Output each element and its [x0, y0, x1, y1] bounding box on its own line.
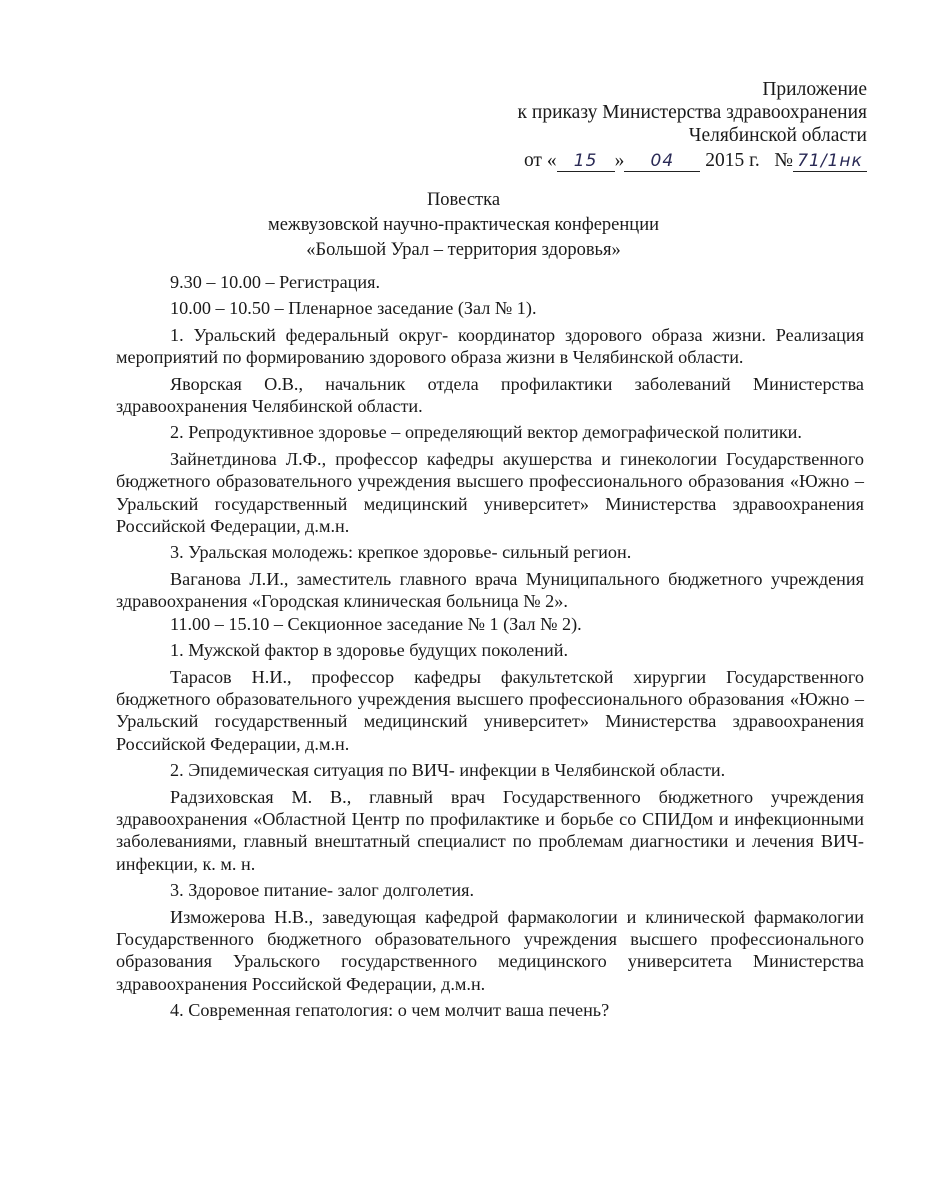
order-date-line — [518, 149, 867, 172]
handwritten-month: 04 — [650, 151, 675, 171]
appendix-order-ref: к приказу Министерства здравоохранения — [517, 102, 867, 123]
appendix-region: Челябинской области — [688, 125, 867, 146]
month-blank — [624, 151, 700, 172]
order-year: 2015 г. — [705, 150, 760, 171]
speaker-info: Зайнетдинова Л.Ф., профессор кафедры акушерства и гинекологии Государственного бюджетного образовательного учреждения высшего профессионального образования «Южно – Уральский государственный медицинский университет» Министерства здравоохранения Российской Федерации, д.м.н. — [116, 448, 864, 537]
talk-topic: 2. Репродуктивное здоровье – определяющий вектор демографической политики. — [170, 422, 802, 443]
speaker-info: Яворская О.В., начальник отдела профилактики заболеваний Министерства здравоохранения Челябинской области. — [116, 373, 864, 417]
speaker-info: Радзиховская М. В., главный врач Государственного бюджетного учреждения здравоохранения «Областной Центр по профилактике и борьбе со СПИДом и инфекционными заболеваниями, главный внештатный специалист по проблемам диагностики и лечения ВИЧ-инфекции, к. м. н. — [116, 786, 864, 874]
agenda-title-block — [0, 188, 927, 263]
talk-topic: 3. Здоровое питание- залог долголетия. — [170, 880, 475, 901]
speaker-info: Изможерова Н.В., заведующая кафедрой фармакологии и клинической фармакологии Государственного бюджетного образовательного учреждения высшего профессионального образования Уральского государственного медицинского университета Министерства здравоохранения Российской Федерации, д.м.н. — [116, 906, 864, 994]
number-blank — [793, 151, 867, 172]
handwritten-day: 15 — [573, 151, 598, 171]
date-mid: » — [614, 150, 625, 171]
date-prefix: от « — [523, 150, 557, 171]
handwritten-number: 71/1нк — [797, 151, 863, 171]
talk-topic: 1. Мужской фактор в здоровье будущих поколений. — [170, 640, 568, 661]
talk-topic: 2. Эпидемическая ситуация по ВИЧ- инфекции в Челябинской области. — [170, 760, 726, 781]
schedule-registration: 9.30 – 10.00 – Регистрация. — [170, 272, 381, 292]
conference-type: межвузовской научно-практическая конференции — [268, 215, 659, 235]
talk-topic: 3. Уральская молодежь: крепкое здоровье- сильный регион. — [170, 542, 632, 563]
talk-topic: 4. Современная гепатология: о чем молчит ваша печень? — [170, 1000, 610, 1021]
speaker-info: Ваганова Л.И., заместитель главного врача Муниципального бюджетного учреждения здравоохранения «Городская клиническая больница № 2». — [116, 568, 864, 612]
day-blank — [557, 151, 615, 172]
appendix-header — [518, 78, 867, 172]
agenda-body — [116, 271, 864, 1022]
speaker-info: Тарасов Н.И., профессор кафедры факультетской хирургии Государственного бюджетного образовательного учреждения высшего профессионального образования «Южно – Уральский государственный медицинский университет» Министерства здравоохранения Российской Федерации, д.м.н. — [116, 666, 864, 754]
talk-topic: 1. Уральский федеральный округ- координатор здорового образа жизни. Реализация мероприятий по формированию здорового образа жизни в Челябинской области. — [116, 324, 864, 368]
agenda-title: Повестка — [426, 190, 501, 210]
conference-name: «Большой Урал – территория здоровья» — [306, 240, 621, 260]
schedule-plenary: 10.00 – 10.50 – Пленарное заседание (Зал № 1). — [170, 298, 537, 319]
schedule-section: 11.00 – 15.10 – Секционное заседание № 1 (Зал № 2). — [170, 613, 582, 634]
appendix-title: Приложение — [762, 79, 867, 100]
number-prefix: № — [774, 150, 793, 171]
